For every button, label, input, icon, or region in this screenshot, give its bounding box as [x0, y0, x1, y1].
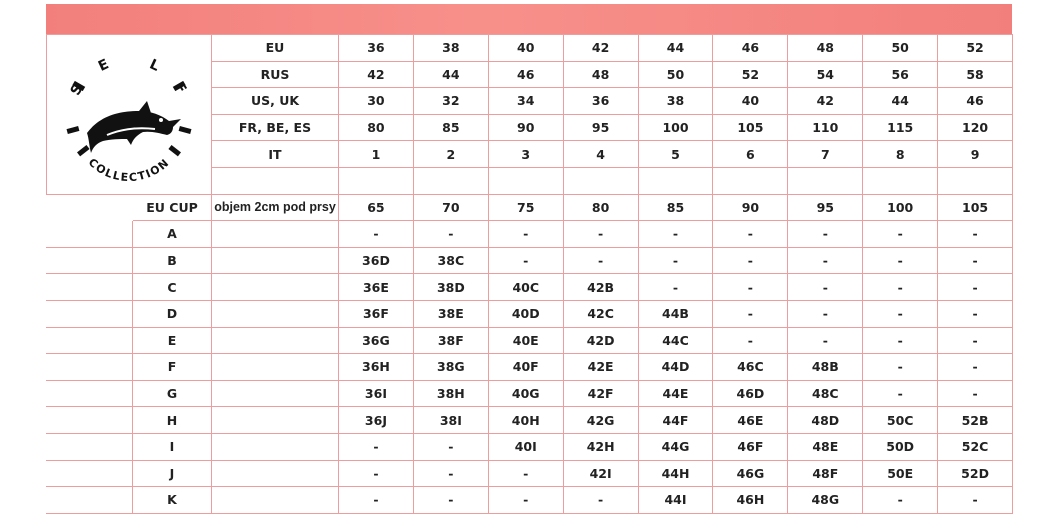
table-cell: 42H	[563, 433, 638, 460]
table-cell: -	[638, 247, 713, 274]
empty-cell	[47, 380, 133, 407]
table-cell: 40G	[488, 380, 563, 407]
table-cell: 95	[563, 114, 638, 141]
table-cell: 48D	[788, 407, 863, 434]
table-cell: 46C	[713, 354, 788, 381]
table-cell: -	[488, 487, 563, 514]
table-cell: 44H	[638, 460, 713, 487]
table-cell: 46E	[713, 407, 788, 434]
table-cell: 38F	[413, 327, 488, 354]
table-cell: 48	[788, 35, 863, 62]
table-cell: 36H	[339, 354, 414, 381]
size-chart	[46, 4, 1012, 514]
table-cell: -	[938, 247, 1013, 274]
table-cell: 42B	[563, 274, 638, 301]
table-cell: 44G	[638, 433, 713, 460]
table-cell: 50C	[863, 407, 938, 434]
table-cell: 38I	[413, 407, 488, 434]
table-cell: 48C	[788, 380, 863, 407]
table-cell: 1	[339, 141, 414, 168]
dolphin-icon	[87, 101, 181, 153]
table-cell: -	[713, 300, 788, 327]
column-header: EU CUP	[133, 194, 212, 221]
table-cell: -	[713, 247, 788, 274]
table-cell: 2	[413, 141, 488, 168]
table-cell: 40I	[488, 433, 563, 460]
table-cell: 40C	[488, 274, 563, 301]
table-cell: -	[488, 221, 563, 248]
empty-cell	[47, 460, 133, 487]
table-cell: 32	[413, 88, 488, 115]
ring-dash	[67, 128, 79, 131]
table-cell: -	[938, 221, 1013, 248]
table-row	[47, 247, 1013, 274]
table-cell: 42	[788, 88, 863, 115]
table-cell: -	[563, 247, 638, 274]
table-cell: -	[788, 274, 863, 301]
row-label: RUS	[212, 61, 339, 88]
table-cell: 52C	[938, 433, 1013, 460]
table-cell: -	[413, 487, 488, 514]
cup-label: E	[133, 327, 212, 354]
table-cell: -	[339, 487, 414, 514]
table-cell: 38D	[413, 274, 488, 301]
table-cell: 36F	[339, 300, 414, 327]
table-cell: -	[938, 354, 1013, 381]
table-cell: 30	[339, 88, 414, 115]
table-cell: -	[638, 274, 713, 301]
ring-dash	[170, 147, 179, 154]
logo-letter: L	[146, 56, 162, 75]
table-cell: -	[788, 247, 863, 274]
empty-cell	[863, 167, 938, 194]
table-cell: -	[863, 487, 938, 514]
empty-cell	[638, 167, 713, 194]
table-cell: 50	[638, 61, 713, 88]
column-note: objem 2cm pod prsy	[212, 194, 339, 221]
table-cell: 48	[563, 61, 638, 88]
empty-cell	[47, 354, 133, 381]
empty-cell	[47, 433, 133, 460]
table-row	[47, 487, 1013, 514]
empty-cell	[339, 167, 414, 194]
table-cell: 34	[488, 88, 563, 115]
table-row	[47, 300, 1013, 327]
table-cell: -	[863, 247, 938, 274]
table-cell: 46	[938, 88, 1013, 115]
table-cell: 40	[488, 35, 563, 62]
table-cell: 40F	[488, 354, 563, 381]
table-cell: 65	[339, 194, 414, 221]
table-cell: 56	[863, 61, 938, 88]
table-cell: 80	[339, 114, 414, 141]
logo-letter: S	[67, 81, 87, 99]
empty-cell	[212, 221, 339, 248]
table-cell: -	[339, 433, 414, 460]
empty-cell	[713, 167, 788, 194]
table-cell: -	[413, 433, 488, 460]
row-label: FR, BE, ES	[212, 114, 339, 141]
empty-cell	[212, 460, 339, 487]
table-cell: -	[863, 354, 938, 381]
table-cell: 36E	[339, 274, 414, 301]
table-cell: -	[938, 300, 1013, 327]
table-cell: 38C	[413, 247, 488, 274]
table-cell: -	[339, 460, 414, 487]
table-cell: 100	[638, 114, 713, 141]
table-cell: 100	[863, 194, 938, 221]
table-cell: 40	[713, 88, 788, 115]
table-cell: 46F	[713, 433, 788, 460]
table-cell: -	[563, 221, 638, 248]
table-cell: 42G	[563, 407, 638, 434]
table-cell: 48B	[788, 354, 863, 381]
table-row	[47, 274, 1013, 301]
empty-cell	[212, 274, 339, 301]
table-cell: 6	[713, 141, 788, 168]
table-cell: -	[488, 247, 563, 274]
size-table	[46, 34, 1013, 514]
table-cell: -	[713, 274, 788, 301]
table-cell: 36	[563, 88, 638, 115]
cup-label: G	[133, 380, 212, 407]
table-cell: 115	[863, 114, 938, 141]
empty-cell	[212, 327, 339, 354]
table-cell: 3	[488, 141, 563, 168]
table-row	[47, 327, 1013, 354]
empty-cell	[47, 274, 133, 301]
table-cell: -	[638, 221, 713, 248]
empty-cell	[938, 167, 1013, 194]
empty-cell	[212, 487, 339, 514]
table-cell: 36D	[339, 247, 414, 274]
empty-cell	[212, 354, 339, 381]
table-cell: -	[413, 221, 488, 248]
table-cell: 5	[638, 141, 713, 168]
table-cell: 42	[339, 61, 414, 88]
table-cell: -	[413, 460, 488, 487]
empty-cell	[413, 167, 488, 194]
logo-text: COLLECTION	[85, 155, 173, 185]
cup-label: K	[133, 487, 212, 514]
table-cell: 46	[488, 61, 563, 88]
empty-cell	[212, 433, 339, 460]
table-cell: 75	[488, 194, 563, 221]
table-cell: 42I	[563, 460, 638, 487]
empty-cell	[212, 247, 339, 274]
table-cell: 44E	[638, 380, 713, 407]
table-row	[47, 35, 1013, 62]
empty-cell	[47, 407, 133, 434]
table-cell: 46	[713, 35, 788, 62]
table-cell: 85	[638, 194, 713, 221]
table-cell: 105	[713, 114, 788, 141]
table-cell: 85	[413, 114, 488, 141]
empty-cell	[47, 247, 133, 274]
table-cell: -	[339, 221, 414, 248]
cup-label: D	[133, 300, 212, 327]
table-cell: -	[788, 300, 863, 327]
empty-cell	[212, 380, 339, 407]
table-cell: 38G	[413, 354, 488, 381]
table-cell: 44I	[638, 487, 713, 514]
table-cell: 50D	[863, 433, 938, 460]
dolphin-icon	[47, 35, 212, 194]
table-row	[47, 380, 1013, 407]
table-cell: 44B	[638, 300, 713, 327]
table-cell: 95	[788, 194, 863, 221]
table-cell: 105	[938, 194, 1013, 221]
table-cell: 54	[788, 61, 863, 88]
table-cell: -	[938, 487, 1013, 514]
table-cell: -	[488, 460, 563, 487]
cup-label: A	[133, 221, 212, 248]
dolphin-eye	[159, 118, 163, 122]
empty-cell	[212, 167, 339, 194]
table-cell: 90	[488, 114, 563, 141]
row-label: IT	[212, 141, 339, 168]
row-label: US, UK	[212, 88, 339, 115]
cup-label: I	[133, 433, 212, 460]
table-cell: 40D	[488, 300, 563, 327]
table-cell: 110	[788, 114, 863, 141]
brand-logo	[47, 35, 212, 195]
table-cell: 36J	[339, 407, 414, 434]
table-cell: 44D	[638, 354, 713, 381]
table-cell: -	[788, 221, 863, 248]
table-cell: 44C	[638, 327, 713, 354]
table-cell: 48F	[788, 460, 863, 487]
table-cell: 36I	[339, 380, 414, 407]
table-cell: 9	[938, 141, 1013, 168]
table-row	[47, 433, 1013, 460]
table-cell: 42E	[563, 354, 638, 381]
table-cell: 42C	[563, 300, 638, 327]
empty-cell	[488, 167, 563, 194]
table-cell: 38	[638, 88, 713, 115]
table-cell: 52	[938, 35, 1013, 62]
table-cell: -	[938, 327, 1013, 354]
table-cell: 40H	[488, 407, 563, 434]
table-row	[47, 407, 1013, 434]
table-cell: 42D	[563, 327, 638, 354]
table-cell: 80	[563, 194, 638, 221]
ring-dash	[79, 147, 88, 154]
empty-cell	[47, 327, 133, 354]
empty-cell	[47, 221, 133, 248]
table-cell: 44	[863, 88, 938, 115]
table-cell: -	[788, 327, 863, 354]
table-cell: 48E	[788, 433, 863, 460]
table-row	[47, 221, 1013, 248]
table-cell: 8	[863, 141, 938, 168]
table-cell: 44F	[638, 407, 713, 434]
table-cell: -	[938, 274, 1013, 301]
table-cell: 36	[339, 35, 414, 62]
table-cell: 46D	[713, 380, 788, 407]
empty-cell	[788, 167, 863, 194]
table-cell: -	[863, 327, 938, 354]
table-cell: 52D	[938, 460, 1013, 487]
logo-letter: E	[95, 56, 112, 75]
table-cell: -	[863, 221, 938, 248]
table-cell: 58	[938, 61, 1013, 88]
table-cell: 38E	[413, 300, 488, 327]
table-cell: 36G	[339, 327, 414, 354]
table-cell: 38	[413, 35, 488, 62]
empty-cell	[212, 300, 339, 327]
table-row	[47, 194, 1013, 221]
row-label: EU	[212, 35, 339, 62]
table-cell: -	[713, 327, 788, 354]
cup-label: H	[133, 407, 212, 434]
table-cell: 42	[563, 35, 638, 62]
table-cell: 44	[413, 61, 488, 88]
table-row	[47, 354, 1013, 381]
table-cell: -	[863, 380, 938, 407]
table-cell: -	[563, 487, 638, 514]
table-cell: -	[713, 221, 788, 248]
table-cell: 7	[788, 141, 863, 168]
table-cell: 52B	[938, 407, 1013, 434]
table-cell: 4	[563, 141, 638, 168]
table-cell: -	[863, 274, 938, 301]
table-cell: 50E	[863, 460, 938, 487]
table-cell: 40E	[488, 327, 563, 354]
table-cell: 70	[413, 194, 488, 221]
table-cell: 46H	[713, 487, 788, 514]
cup-label: B	[133, 247, 212, 274]
header-band	[46, 4, 1012, 34]
empty-cell	[563, 167, 638, 194]
table-cell: -	[938, 380, 1013, 407]
table-cell: -	[863, 300, 938, 327]
table-cell: 38H	[413, 380, 488, 407]
cup-label: F	[133, 354, 212, 381]
ring-dash	[179, 128, 191, 131]
logo-letter: F	[170, 79, 190, 97]
empty-cell	[47, 487, 133, 514]
empty-cell	[47, 300, 133, 327]
table-row	[47, 460, 1013, 487]
cup-label: C	[133, 274, 212, 301]
empty-cell	[47, 194, 133, 221]
table-cell: 120	[938, 114, 1013, 141]
table-cell: 44	[638, 35, 713, 62]
table-cell: 48G	[788, 487, 863, 514]
table-cell: 42F	[563, 380, 638, 407]
empty-cell	[212, 407, 339, 434]
table-cell: 52	[713, 61, 788, 88]
table-cell: 50	[863, 35, 938, 62]
table-cell: 90	[713, 194, 788, 221]
table-cell: 46G	[713, 460, 788, 487]
cup-label: J	[133, 460, 212, 487]
